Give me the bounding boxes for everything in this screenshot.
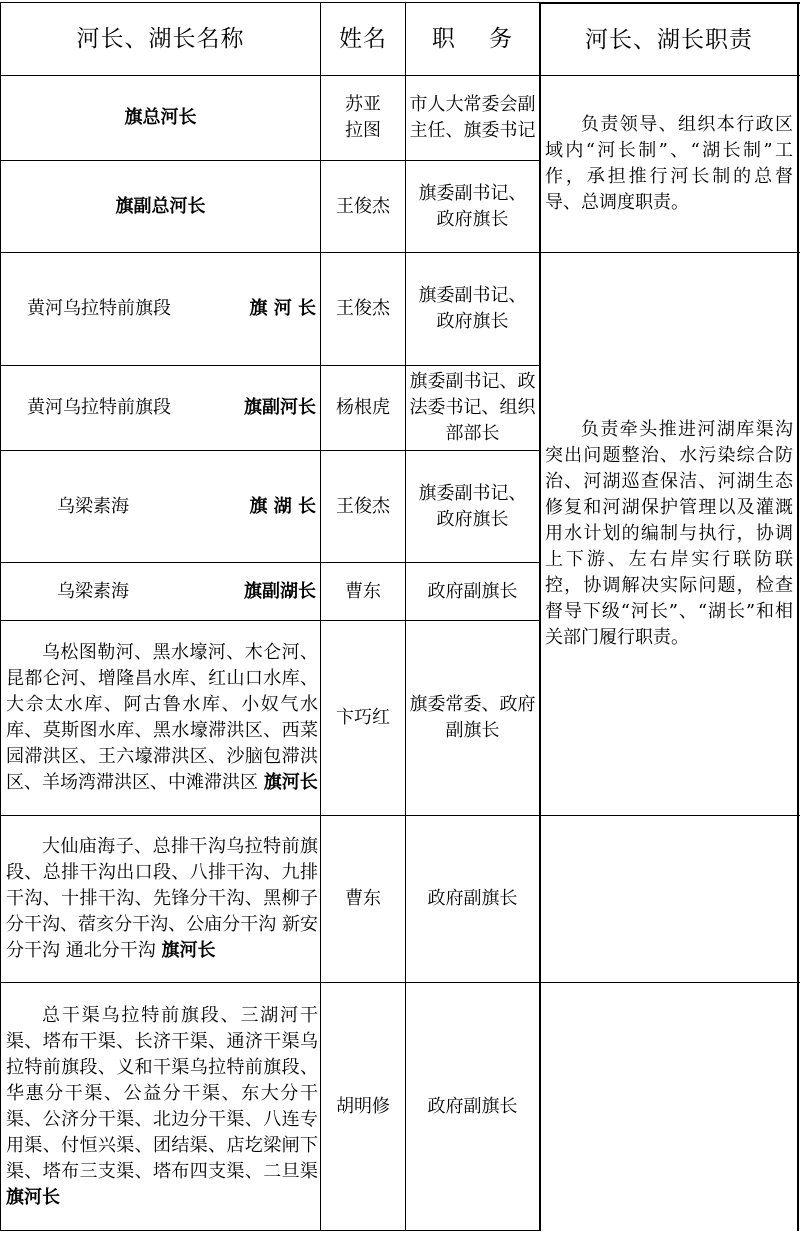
title-cell: [1, 161, 320, 252]
row-title: 旗副河长: [244, 397, 316, 418]
duty-text: 负责牵头推进河湖库渠沟突出问题整治、水污染综合防治、河湖巡查保洁、河湖生态修复和河湖保护管理以及灌溉用水计划的编制与执行，协调上下游、左右岸实行联防联控，协调解决实际问题，检查督导下级“河长”、“湖长”和相关部门履行职责。: [545, 419, 793, 648]
header-name-cell: [321, 3, 405, 75]
rule: [0, 1230, 540, 1231]
row-title: 旗副湖长: [244, 580, 316, 602]
row-name: 胡明修: [336, 1095, 390, 1117]
row-section: 黄河乌拉特前旗段: [27, 298, 171, 319]
title-cell: [1, 621, 320, 815]
duty-text: 负责领导、组织本行政区域内“河长制”、“湖长制”工作，承担推行河长制的总督导、总调度职责。: [545, 114, 793, 213]
row-position: 旗委副书记、政府旗长: [418, 285, 527, 332]
row-position: 旗委副书记、政府旗长: [418, 482, 527, 530]
position-cell: [406, 451, 539, 562]
header-name: 姓名: [339, 26, 387, 52]
name-cell: [321, 451, 405, 562]
position-cell: [406, 983, 539, 1230]
position-cell: [406, 76, 539, 160]
row-name: 王俊杰: [336, 298, 390, 319]
row-title: 旗总河长: [124, 107, 197, 128]
row-position: 旗委副书记、政法委书记、组织部部长: [409, 371, 536, 444]
row-title: 旗 河 长: [249, 298, 316, 319]
name-cell: [321, 983, 405, 1230]
row-title: 旗河长: [263, 772, 318, 793]
title-cell: [1, 253, 320, 365]
row-section: 乌梁素海: [57, 580, 129, 602]
row-title: 旗副总河长: [115, 195, 206, 217]
row-section: 总干渠乌拉特前旗段、三湖河干渠、塔布干渠、长济干渠、通济干渠乌拉特前旗段、义和干渠乌拉特前旗段、华惠分干渠、公益分干渠、东大分干渠、公济分干渠、北边分干渠、八连专用渠、付恒兴渠、团结渠、店圪梁闸下渠、塔布三支渠、塔布四支渠、二旦渠: [6, 1004, 318, 1182]
title-cell: [1, 983, 320, 1230]
position-cell: [406, 161, 539, 252]
row-name: 曹东: [345, 580, 381, 602]
row-section: 乌梁素海: [57, 495, 129, 517]
header-position: 职 务: [431, 26, 514, 52]
row-name: 苏亚拉图: [345, 94, 381, 141]
row-position: 政府副旗长: [427, 580, 518, 602]
header-duty-cell: [541, 4, 797, 75]
name-cell: [321, 366, 405, 450]
header-position-cell: [406, 3, 539, 75]
row-name: 曹东: [345, 888, 381, 909]
position-cell: [406, 563, 539, 620]
row-name: 王俊杰: [336, 195, 390, 217]
name-cell: [321, 563, 405, 620]
header-title: 河长、湖长名称: [76, 26, 245, 52]
duty-cell: [541, 253, 797, 815]
name-cell: [321, 621, 405, 815]
title-cell: [1, 451, 320, 562]
title-cell: [1, 816, 320, 982]
duty-cell: [541, 76, 797, 252]
title-cell: [1, 76, 320, 160]
row-name: 杨根虎: [336, 397, 390, 418]
row-title: 旗河长: [6, 1186, 60, 1208]
row-title: 旗 湖 长: [249, 495, 316, 517]
title-cell: [1, 563, 320, 620]
row-position: 旗委副书记、政府旗长: [418, 182, 527, 230]
rule: [797, 2, 799, 1231]
title-cell: [1, 366, 320, 450]
position-cell: [406, 253, 539, 365]
header-title-cell: [1, 3, 320, 75]
row-section: 大仙庙海子、总排干沟乌拉特前旗段、总排干沟出口段、八排干沟、九排干沟、十排干沟、先锋分干沟、黑柳子分干沟、蓿亥分干沟、公庙分干沟 新安分干沟 通北分干沟: [6, 836, 318, 961]
row-title: 旗河长: [161, 940, 216, 961]
row-name: 卞巧红: [336, 707, 390, 728]
position-cell: [406, 366, 539, 450]
name-cell: [321, 253, 405, 365]
row-position: 政府副旗长: [427, 888, 518, 909]
position-cell: [406, 621, 539, 815]
row-position: 政府副旗长: [427, 1095, 518, 1117]
position-cell: [406, 816, 539, 982]
row-section: 乌松图勒河、黑水壕河、木仑河、昆都仑河、增隆昌水库、红山口水库、大佘太水库、阿古鲁水库、小奴气水库、莫斯图水库、黑水壕滞洪区、西菜园滞洪区、王六壕滞洪区、沙脑包滞洪区、羊场湾滞洪区、中滩滞洪区: [6, 642, 318, 793]
name-cell: [321, 161, 405, 252]
row-name: 王俊杰: [336, 495, 390, 517]
name-cell: [321, 76, 405, 160]
name-cell: [321, 816, 405, 982]
row-section: 黄河乌拉特前旗段: [27, 397, 171, 418]
row-position: 市人大常委会副主任、旗委书记: [409, 94, 536, 141]
row-position: 旗委常委、政府副旗长: [409, 694, 536, 741]
header-duty: 河长、湖长职责: [585, 26, 753, 53]
